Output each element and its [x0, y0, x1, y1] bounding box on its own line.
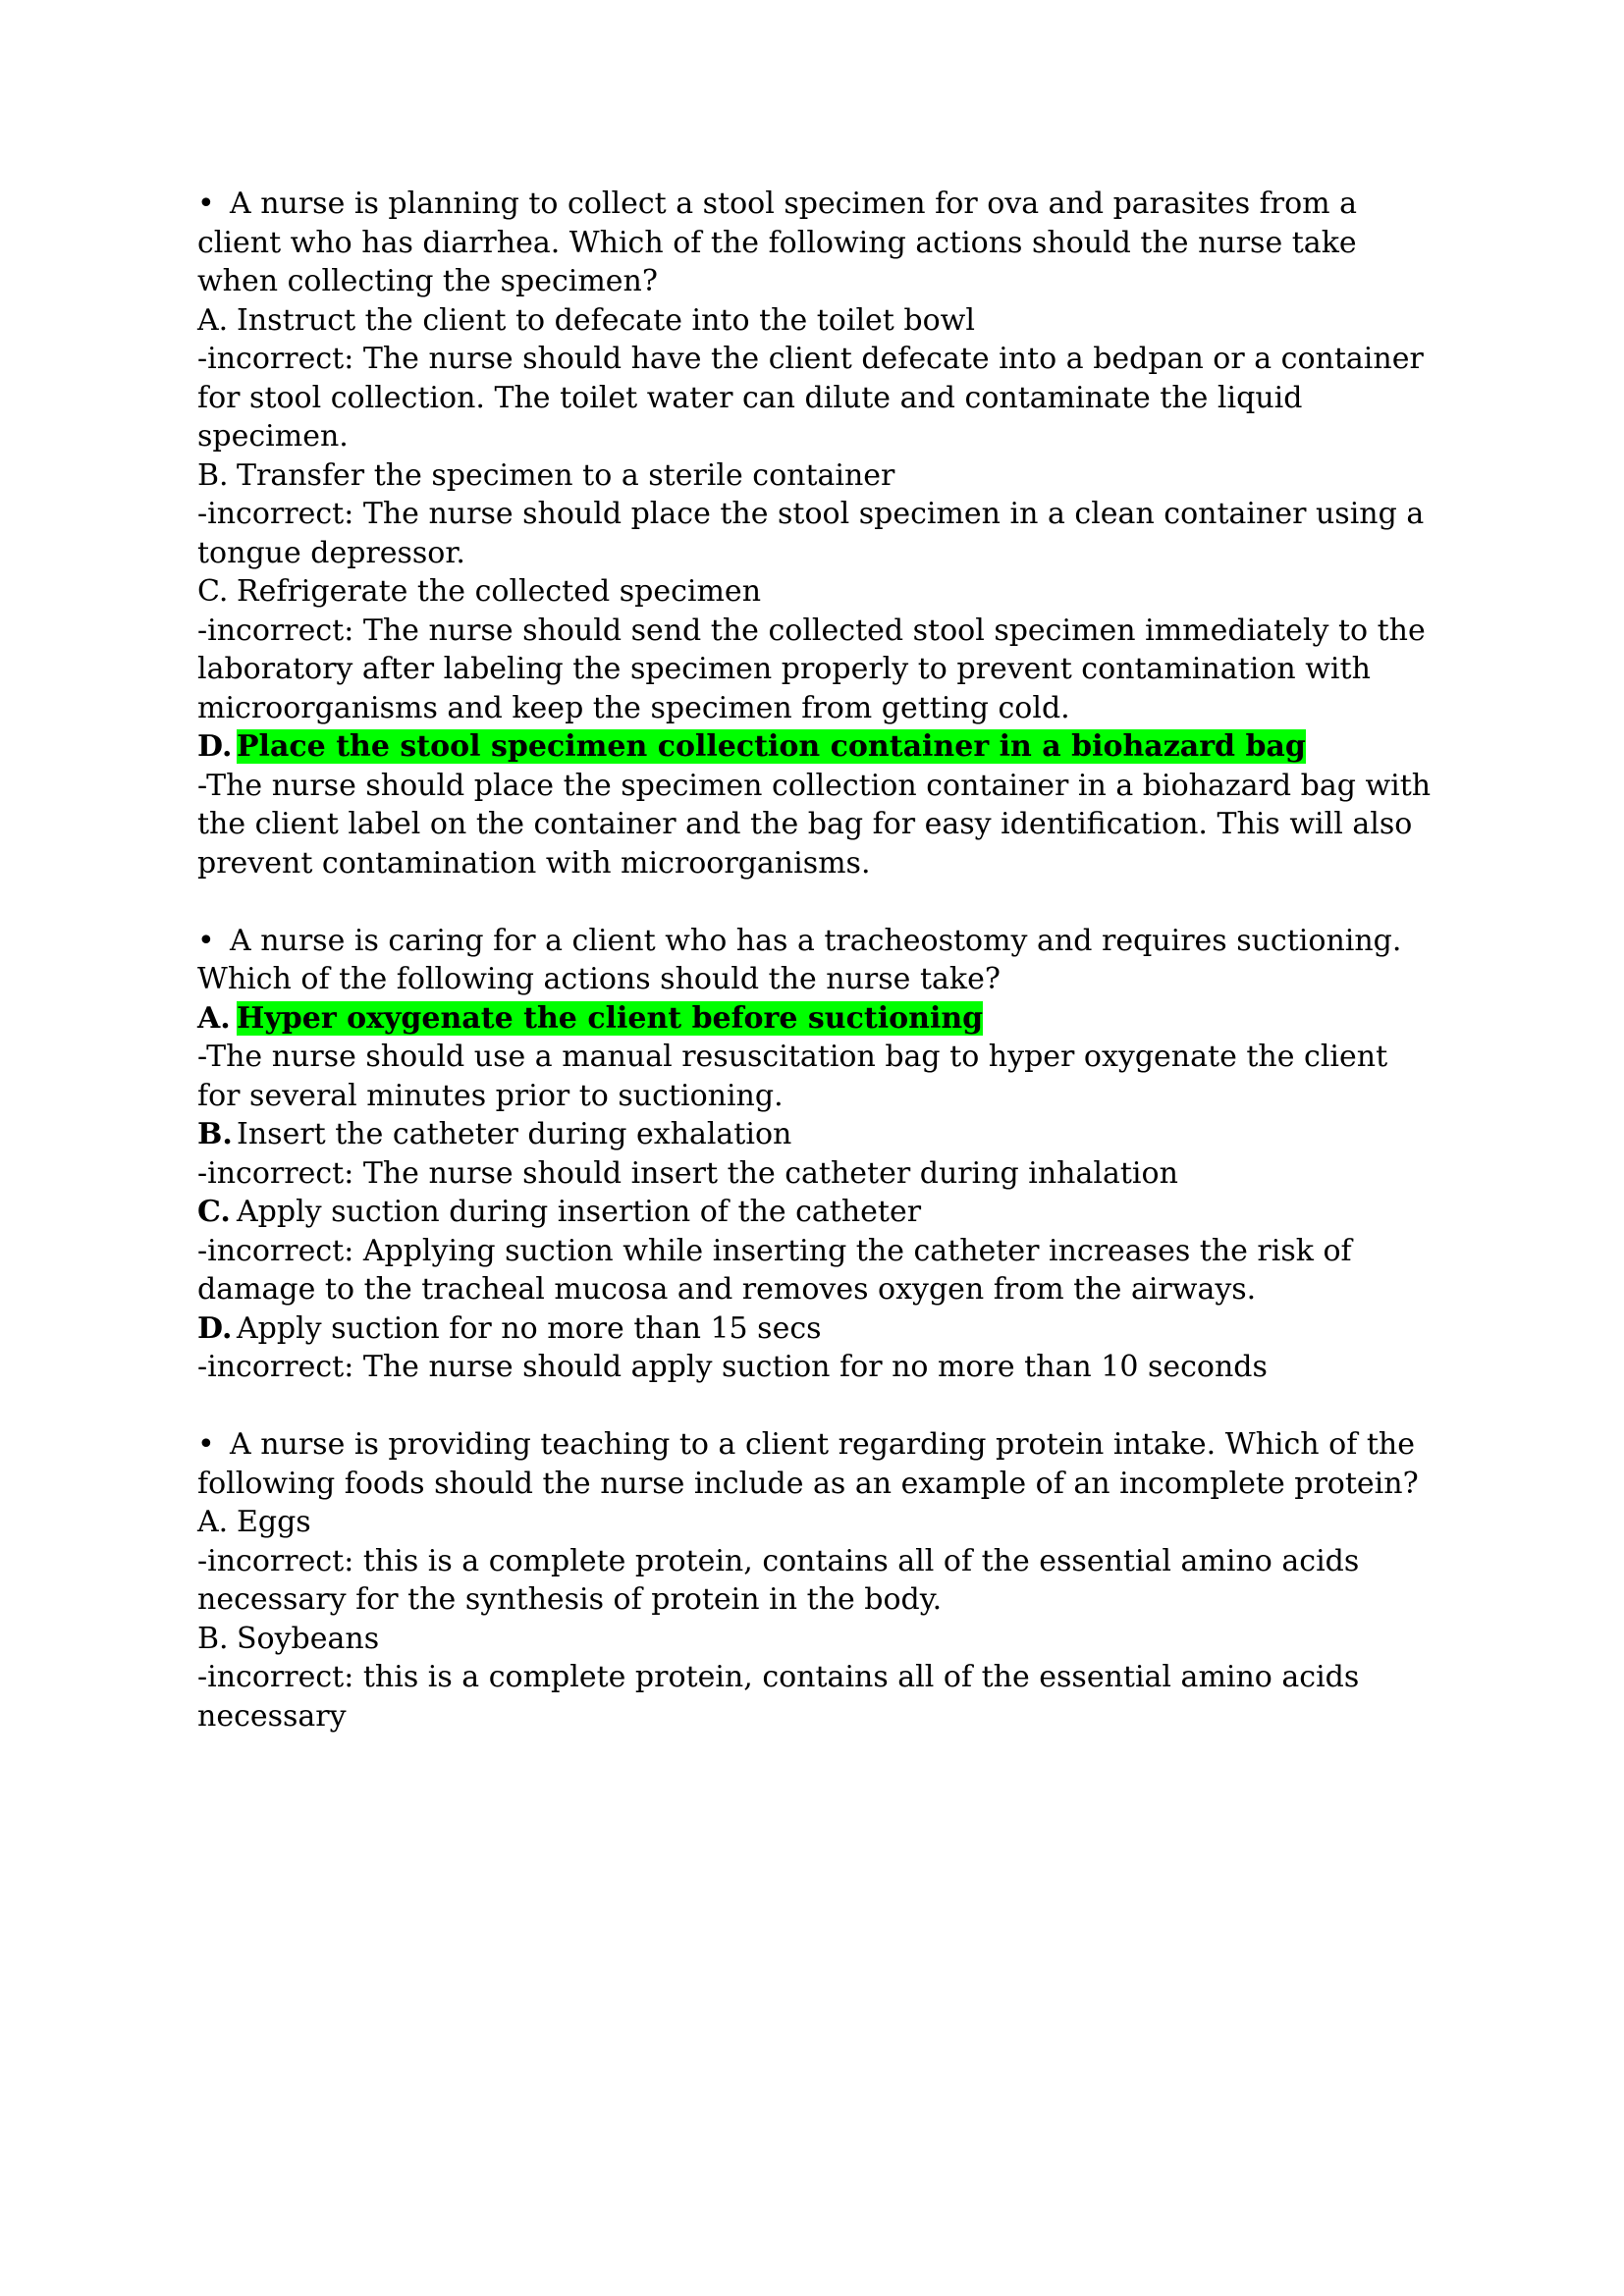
- option-explanation: -The nurse should place the specimen collection container in a biohazard bag with the client label on the container and the bag for easy identification. This will also prevent contamination with microorganisms.: [197, 768, 1432, 881]
- bullet-icon: •: [197, 923, 215, 958]
- correct-answer-highlight: Place the stool specimen collection container in a biohazard bag: [237, 729, 1306, 764]
- option-d-correct: [197, 727, 1435, 767]
- document-page: [197, 185, 1435, 1775]
- option-a: [197, 1503, 1435, 1542]
- option-text: Soybeans: [237, 1621, 380, 1656]
- option-text: Eggs: [237, 1505, 311, 1539]
- question-1: [197, 185, 1435, 882]
- option-d: [197, 1309, 1435, 1349]
- option-c: [197, 1193, 1435, 1232]
- bullet-icon: •: [197, 187, 215, 221]
- option-letter: C.: [197, 1195, 231, 1229]
- option-a: [197, 301, 1435, 341]
- question-stem: • A nurse is planning to collect a stool specimen for ova and parasites from a client who has diarrhea. Which of the following actions should the nurse take when collecting the specimen?: [197, 187, 1358, 298]
- option-letter: A.: [197, 302, 229, 338]
- option-text: Refrigerate the collected specimen: [237, 574, 762, 609]
- option-letter: A.: [197, 1000, 231, 1036]
- question-2: [197, 922, 1435, 1387]
- option-b: [197, 456, 1435, 496]
- option-text: Apply suction during insertion of the catheter: [237, 1195, 922, 1229]
- option-explanation: -The nurse should use a manual resuscitation bag to hyper oxygenate the client for several minutes prior to suctioning.: [197, 1040, 1388, 1113]
- option-letter: B.: [197, 1621, 229, 1656]
- option-explanation: -incorrect: this is a complete protein, contains all of the essential amino acids necessary for the synthesis of protein in the body.: [197, 1543, 1360, 1617]
- bullet-icon: •: [197, 1427, 215, 1462]
- question-stem: • A nurse is caring for a client who has a tracheostomy and requires suctioning. Which of the following actions should the nurse take?: [197, 923, 1402, 996]
- option-explanation: -incorrect: The nurse should have the client defecate into a bedpan or a container for stool collection. The toilet water can dilute and contaminate the liquid specimen.: [197, 342, 1424, 454]
- option-letter: D.: [197, 729, 233, 764]
- option-explanation: -incorrect: this is a complete protein, contains all of the essential amino acids necessary: [197, 1660, 1360, 1734]
- option-letter: A.: [197, 1505, 229, 1539]
- correct-answer-highlight: Hyper oxygenate the client before suctioning: [237, 1000, 984, 1036]
- option-explanation: -incorrect: The nurse should insert the catheter during inhalation: [197, 1155, 1178, 1191]
- option-letter: B.: [197, 457, 229, 493]
- option-letter: B.: [197, 1117, 233, 1151]
- option-b: [197, 1115, 1435, 1154]
- option-text: Transfer the specimen to a sterile container: [237, 457, 895, 493]
- option-letter: D.: [197, 1310, 233, 1346]
- question-3: [197, 1425, 1435, 1735]
- option-c: [197, 572, 1435, 612]
- option-letter: C.: [197, 574, 229, 609]
- option-a-correct: [197, 999, 1435, 1039]
- option-explanation: -incorrect: The nurse should send the collected stool specimen immediately to the laboratory after labeling the specimen properly to prevent contamination with microorganisms and keep the specimen from getting cold.: [197, 613, 1426, 725]
- question-stem: • A nurse is providing teaching to a client regarding protein intake. Which of the following foods should the nurse include as an example of an incomplete protein?: [197, 1427, 1419, 1501]
- option-explanation: -incorrect: The nurse should place the stool specimen in a clean container using a tongue depressor.: [197, 497, 1425, 570]
- option-explanation: -incorrect: Applying suction while inserting the catheter increases the risk of damage to the tracheal mucosa and removes oxygen from the airways.: [197, 1233, 1352, 1307]
- option-b: [197, 1620, 1435, 1659]
- option-text: Apply suction for no more than 15 secs: [237, 1310, 822, 1346]
- option-explanation: -incorrect: The nurse should apply suction for no more than 10 seconds: [197, 1350, 1268, 1384]
- option-text: Instruct the client to defecate into the toilet bowl: [237, 302, 975, 338]
- option-text: Insert the catheter during exhalation: [237, 1117, 792, 1151]
